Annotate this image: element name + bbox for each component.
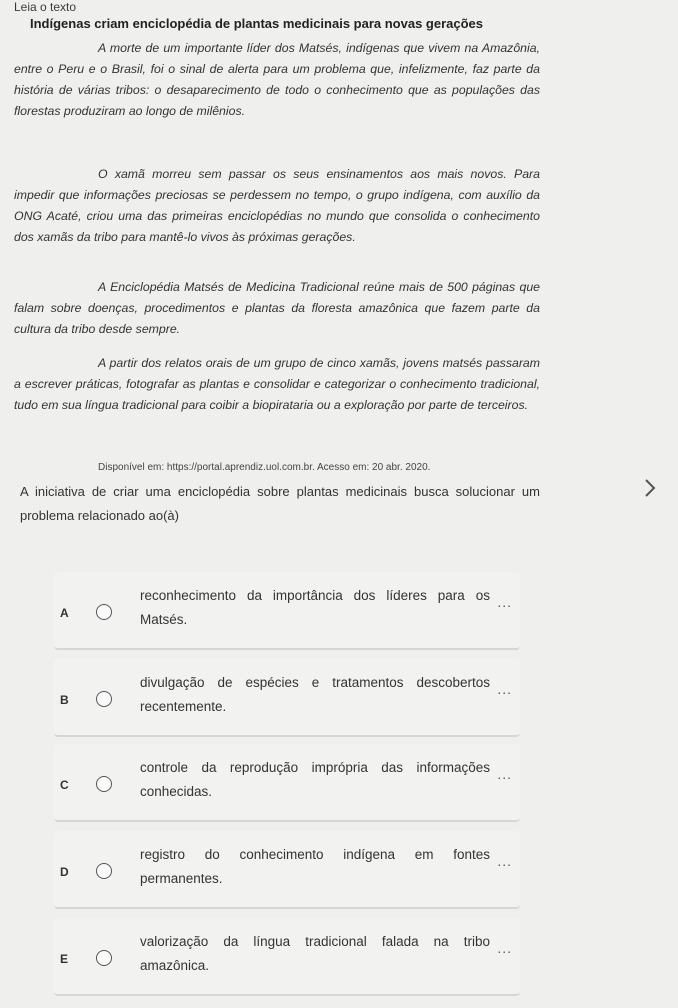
option-text: reconhecimento da importância dos líderes para os Matsés. (140, 588, 490, 627)
article-paragraph-text: O xamã morreu sem passar os seus ensinamentos aos mais novos. Para impedir que informações preciosas se perdessem no tempo, o grupo indígena, com auxílio da ONG Acaté, criou uma das primeiras enciclopédias no mundo que consolida o conhecimento dos xamãs da tribo para mantê-lo vivos às próximas gerações. (14, 167, 540, 244)
chevron-right-icon[interactable] (640, 478, 660, 498)
more-icon[interactable]: ... (497, 940, 512, 956)
option-letter: C (60, 778, 69, 792)
option-text: controle da reprodução imprópria das informações conhecidas. (140, 760, 490, 799)
article-source: Disponível em: https://portal.aprendiz.uol.com.br. Acesso em: 20 abr. 2020. (98, 462, 431, 473)
option-letter: B (60, 693, 69, 707)
option-letter: D (60, 865, 69, 879)
more-icon[interactable]: ... (497, 766, 512, 782)
option-text: valorização da língua tradicional falada na tribo amazônica. (140, 934, 490, 973)
more-icon[interactable]: ... (497, 681, 512, 697)
article-paragraph-text: A Enciclopédia Matsés de Medicina Tradicional reúne mais de 500 páginas que falam sobre doenças, procedimentos e plantas da floresta amazônica que fazem parte da cultura da tribo desde sempre. (14, 280, 540, 336)
question-text: A iniciativa de criar uma enciclopédia sobre plantas medicinais busca solucionar um problema relacionado ao(à) (20, 484, 540, 523)
radio-unselected-icon[interactable] (96, 604, 112, 620)
article-paragraph-text: A partir dos relatos orais de um grupo de cinco xamãs, jovens matsés passaram a escrever práticas, fotografar as plantas e consolidar e categorizar o conhecimento tradicional, tudo em sua língua tradicional para coibir a biopirataria ou a exploração por parte de terceiros. (14, 356, 540, 412)
article-paragraph-1 (14, 164, 540, 248)
radio-unselected-icon[interactable] (96, 863, 112, 879)
article-title: Indígenas criam enciclopédia de plantas medicinais para novas gerações (30, 16, 484, 31)
article-paragraph-3 (14, 353, 540, 416)
answer-option-e[interactable] (54, 918, 520, 996)
article-lead-text: A morte de um importante líder dos Matsés, indígenas que vivem na Amazônia, entre o Peru e o Brasil, foi o sinal de alerta para um problema que, infelizmente, faz parte da história de várias tribos: o desaparecimento de todo o conhecimento que as populações das florestas produziram ao longo de milênios. (14, 41, 540, 118)
answer-option-d[interactable] (54, 831, 520, 909)
option-text: divulgação de espécies e tratamentos descobertos recentemente. (140, 675, 490, 714)
article-paragraph-2 (14, 277, 540, 340)
more-icon[interactable]: ... (497, 853, 512, 869)
option-letter: A (60, 606, 69, 620)
radio-unselected-icon[interactable] (96, 691, 112, 707)
answer-option-c[interactable] (54, 744, 520, 822)
more-icon[interactable]: ... (497, 594, 512, 610)
radio-unselected-icon[interactable] (96, 950, 112, 966)
option-text: registro do conhecimento indígena em fontes permanentes. (140, 847, 490, 886)
article-lead (14, 38, 540, 122)
answer-option-b[interactable] (54, 659, 520, 737)
instruction-text: Leia o texto (14, 0, 77, 14)
radio-unselected-icon[interactable] (96, 776, 112, 792)
option-letter: E (60, 952, 69, 966)
answer-option-a[interactable] (54, 572, 520, 650)
